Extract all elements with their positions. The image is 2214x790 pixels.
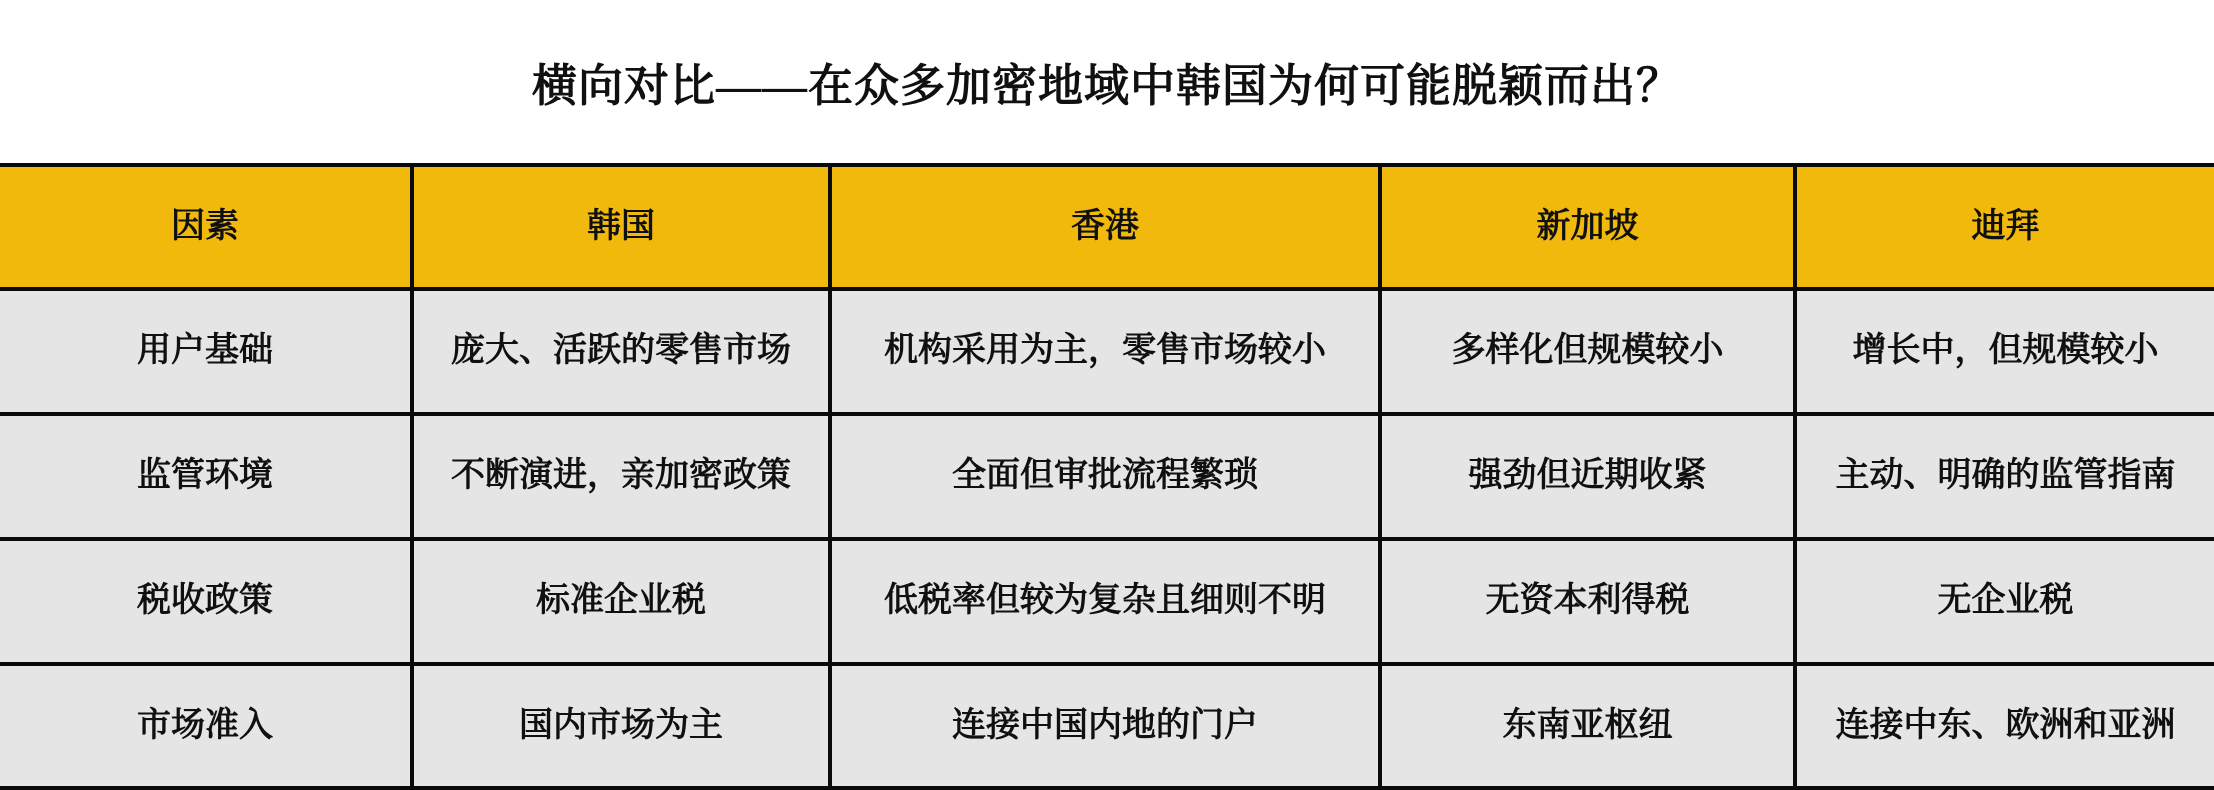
- row-marketaccess-singapore: 东南亚枢纽: [1382, 666, 1793, 786]
- row-regulation-korea: 不断演进，亲加密政策: [414, 416, 828, 537]
- row-regulation-dubai: 主动、明确的监管指南: [1797, 416, 2214, 537]
- column-header-dubai: 迪拜: [1797, 167, 2214, 287]
- column-header-factor: 因素: [0, 167, 410, 287]
- row-regulation-singapore: 强劲但近期收紧: [1382, 416, 1793, 537]
- row-marketaccess-hongkong: 连接中国内地的门户: [832, 666, 1378, 786]
- row-regulation-hongkong: 全面但审批流程繁琐: [832, 416, 1378, 537]
- row-tax-singapore: 无资本利得税: [1382, 541, 1793, 662]
- row-regulation-factor: 监管环境: [0, 416, 410, 537]
- column-header-hongkong: 香港: [832, 167, 1378, 287]
- row-userbase-dubai: 增长中，但规模较小: [1797, 291, 2214, 412]
- title-bar: [0, 0, 2214, 163]
- column-header-singapore: 新加坡: [1382, 167, 1793, 287]
- row-marketaccess-dubai: 连接中东、欧洲和亚洲: [1797, 666, 2214, 786]
- row-marketaccess-korea: 国内市场为主: [414, 666, 828, 786]
- row-tax-dubai: 无企业税: [1797, 541, 2214, 662]
- row-userbase-korea: 庞大、活跃的零售市场: [414, 291, 828, 412]
- row-tax-factor: 税收政策: [0, 541, 410, 662]
- column-header-korea: 韩国: [414, 167, 828, 287]
- page-title: 横向对比——在众多加密地域中韩国为何可能脱颖而出？: [531, 61, 1682, 111]
- row-userbase-hongkong: 机构采用为主，零售市场较小: [832, 291, 1378, 412]
- row-tax-korea: 标准企业税: [414, 541, 828, 662]
- comparison-table: [0, 163, 2214, 790]
- row-marketaccess-factor: 市场准入: [0, 666, 410, 786]
- row-userbase-factor: 用户基础: [0, 291, 410, 412]
- row-userbase-singapore: 多样化但规模较小: [1382, 291, 1793, 412]
- row-tax-hongkong: 低税率但较为复杂且细则不明: [832, 541, 1378, 662]
